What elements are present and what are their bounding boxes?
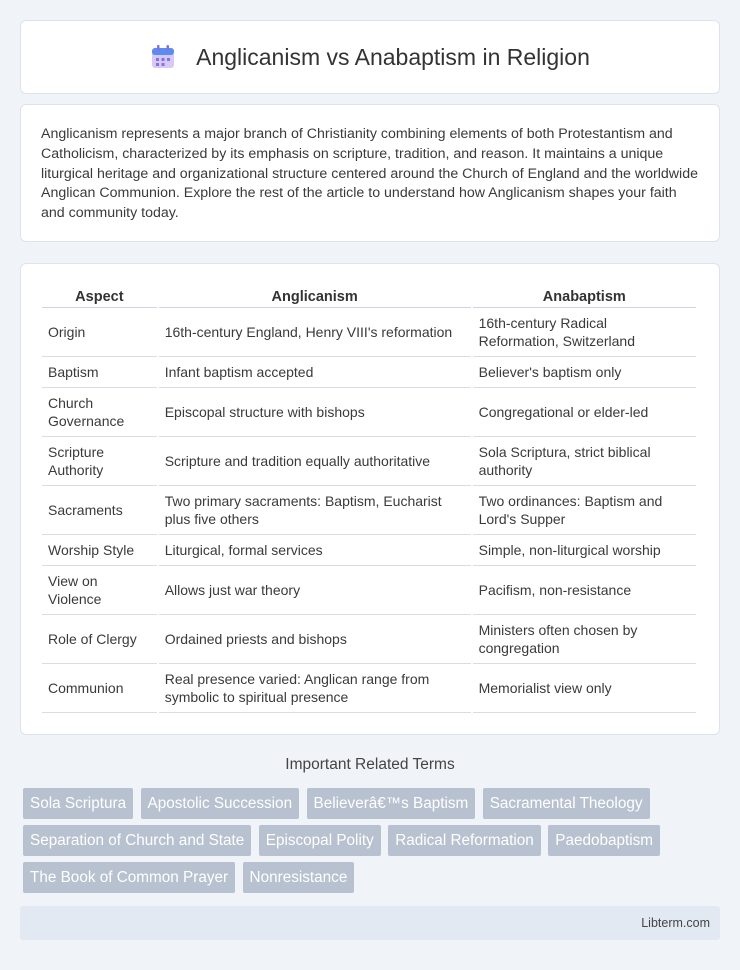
cell-anglicanism: Liturgical, formal services (159, 535, 471, 566)
table-header-row (42, 282, 696, 308)
cell-anglicanism: Scripture and tradition equally authoritative (159, 437, 471, 486)
cell-aspect: Scripture Authority (42, 437, 157, 486)
related-term-tag[interactable]: Episcopal Polity (259, 825, 381, 856)
cell-anabaptism: Simple, non-liturgical worship (473, 535, 696, 566)
comparison-table-card (20, 263, 720, 735)
cell-anglicanism: 16th-century England, Henry VIII's reformation (159, 308, 471, 357)
cell-anglicanism: Real presence varied: Anglican range from symbolic to spiritual presence (159, 664, 471, 713)
related-term-tag[interactable]: Radical Reformation (388, 825, 541, 856)
cell-aspect: Worship Style (42, 535, 157, 566)
related-terms-title: Important Related Terms (285, 756, 455, 773)
intro-text: Anglicanism represents a major branch of Christianity combining elements of both Protestantism and Catholicism, characterized by its emphasis on scripture, tradition, and reason. It maintains a unique liturgical heritage and organizational structure centered around the Church of England and the worldwide Anglican Communion. Explore the rest of the article to understand how Anglicanism shapes your faith and community today. (41, 126, 698, 222)
related-term-tag[interactable]: Paedobaptism (548, 825, 660, 856)
cell-aspect: Communion (42, 664, 157, 713)
cell-aspect: View on Violence (42, 566, 157, 615)
cell-anabaptism: Two ordinances: Baptism and Lord's Supper (473, 486, 696, 535)
header-anabaptism: Anabaptism (473, 282, 696, 308)
page-title: Anglicanism vs Anabaptism in Religion (196, 43, 590, 70)
cell-aspect: Baptism (42, 357, 157, 388)
comparison-table (40, 282, 698, 713)
table-row (42, 486, 696, 535)
intro-card (20, 104, 720, 242)
calendar-icon (150, 44, 176, 70)
footer (20, 906, 720, 940)
cell-anabaptism: Pacifism, non-resistance (473, 566, 696, 615)
cell-aspect: Origin (42, 308, 157, 357)
table-row (42, 535, 696, 566)
header-anglicanism: Anglicanism (159, 282, 471, 308)
related-term-tag[interactable]: The Book of Common Prayer (23, 862, 235, 893)
cell-anglicanism: Two primary sacraments: Baptism, Eucharist plus five others (159, 486, 471, 535)
table-row (42, 566, 696, 615)
table-row (42, 388, 696, 437)
header-aspect: Aspect (42, 282, 157, 308)
cell-anglicanism: Ordained priests and bishops (159, 615, 471, 664)
cell-aspect: Role of Clergy (42, 615, 157, 664)
cell-anabaptism: Sola Scriptura, strict biblical authority (473, 437, 696, 486)
related-term-tag[interactable]: Believerâ€™s Baptism (307, 788, 476, 819)
cell-aspect: Church Governance (42, 388, 157, 437)
cell-aspect: Sacraments (42, 486, 157, 535)
related-term-tag[interactable]: Sacramental Theology (483, 788, 650, 819)
cell-anabaptism: Ministers often chosen by congregation (473, 615, 696, 664)
table-row (42, 664, 696, 713)
cell-anglicanism: Infant baptism accepted (159, 357, 471, 388)
cell-anglicanism: Episcopal structure with bishops (159, 388, 471, 437)
cell-anglicanism: Allows just war theory (159, 566, 471, 615)
table-row (42, 437, 696, 486)
related-term-tag[interactable]: Sola Scriptura (23, 788, 133, 819)
table-row (42, 308, 696, 357)
related-term-tag[interactable]: Apostolic Succession (141, 788, 300, 819)
table-row (42, 357, 696, 388)
related-term-tag[interactable]: Nonresistance (243, 862, 355, 893)
table-row (42, 615, 696, 664)
cell-anabaptism: 16th-century Radical Reformation, Switzerland (473, 308, 696, 357)
related-terms-list (23, 788, 723, 899)
cell-anabaptism: Believer's baptism only (473, 357, 696, 388)
footer-brand[interactable]: Libterm.com (641, 916, 710, 930)
cell-anabaptism: Memorialist view only (473, 664, 696, 713)
title-card (20, 20, 720, 94)
cell-anabaptism: Congregational or elder-led (473, 388, 696, 437)
related-term-tag[interactable]: Separation of Church and State (23, 825, 251, 856)
